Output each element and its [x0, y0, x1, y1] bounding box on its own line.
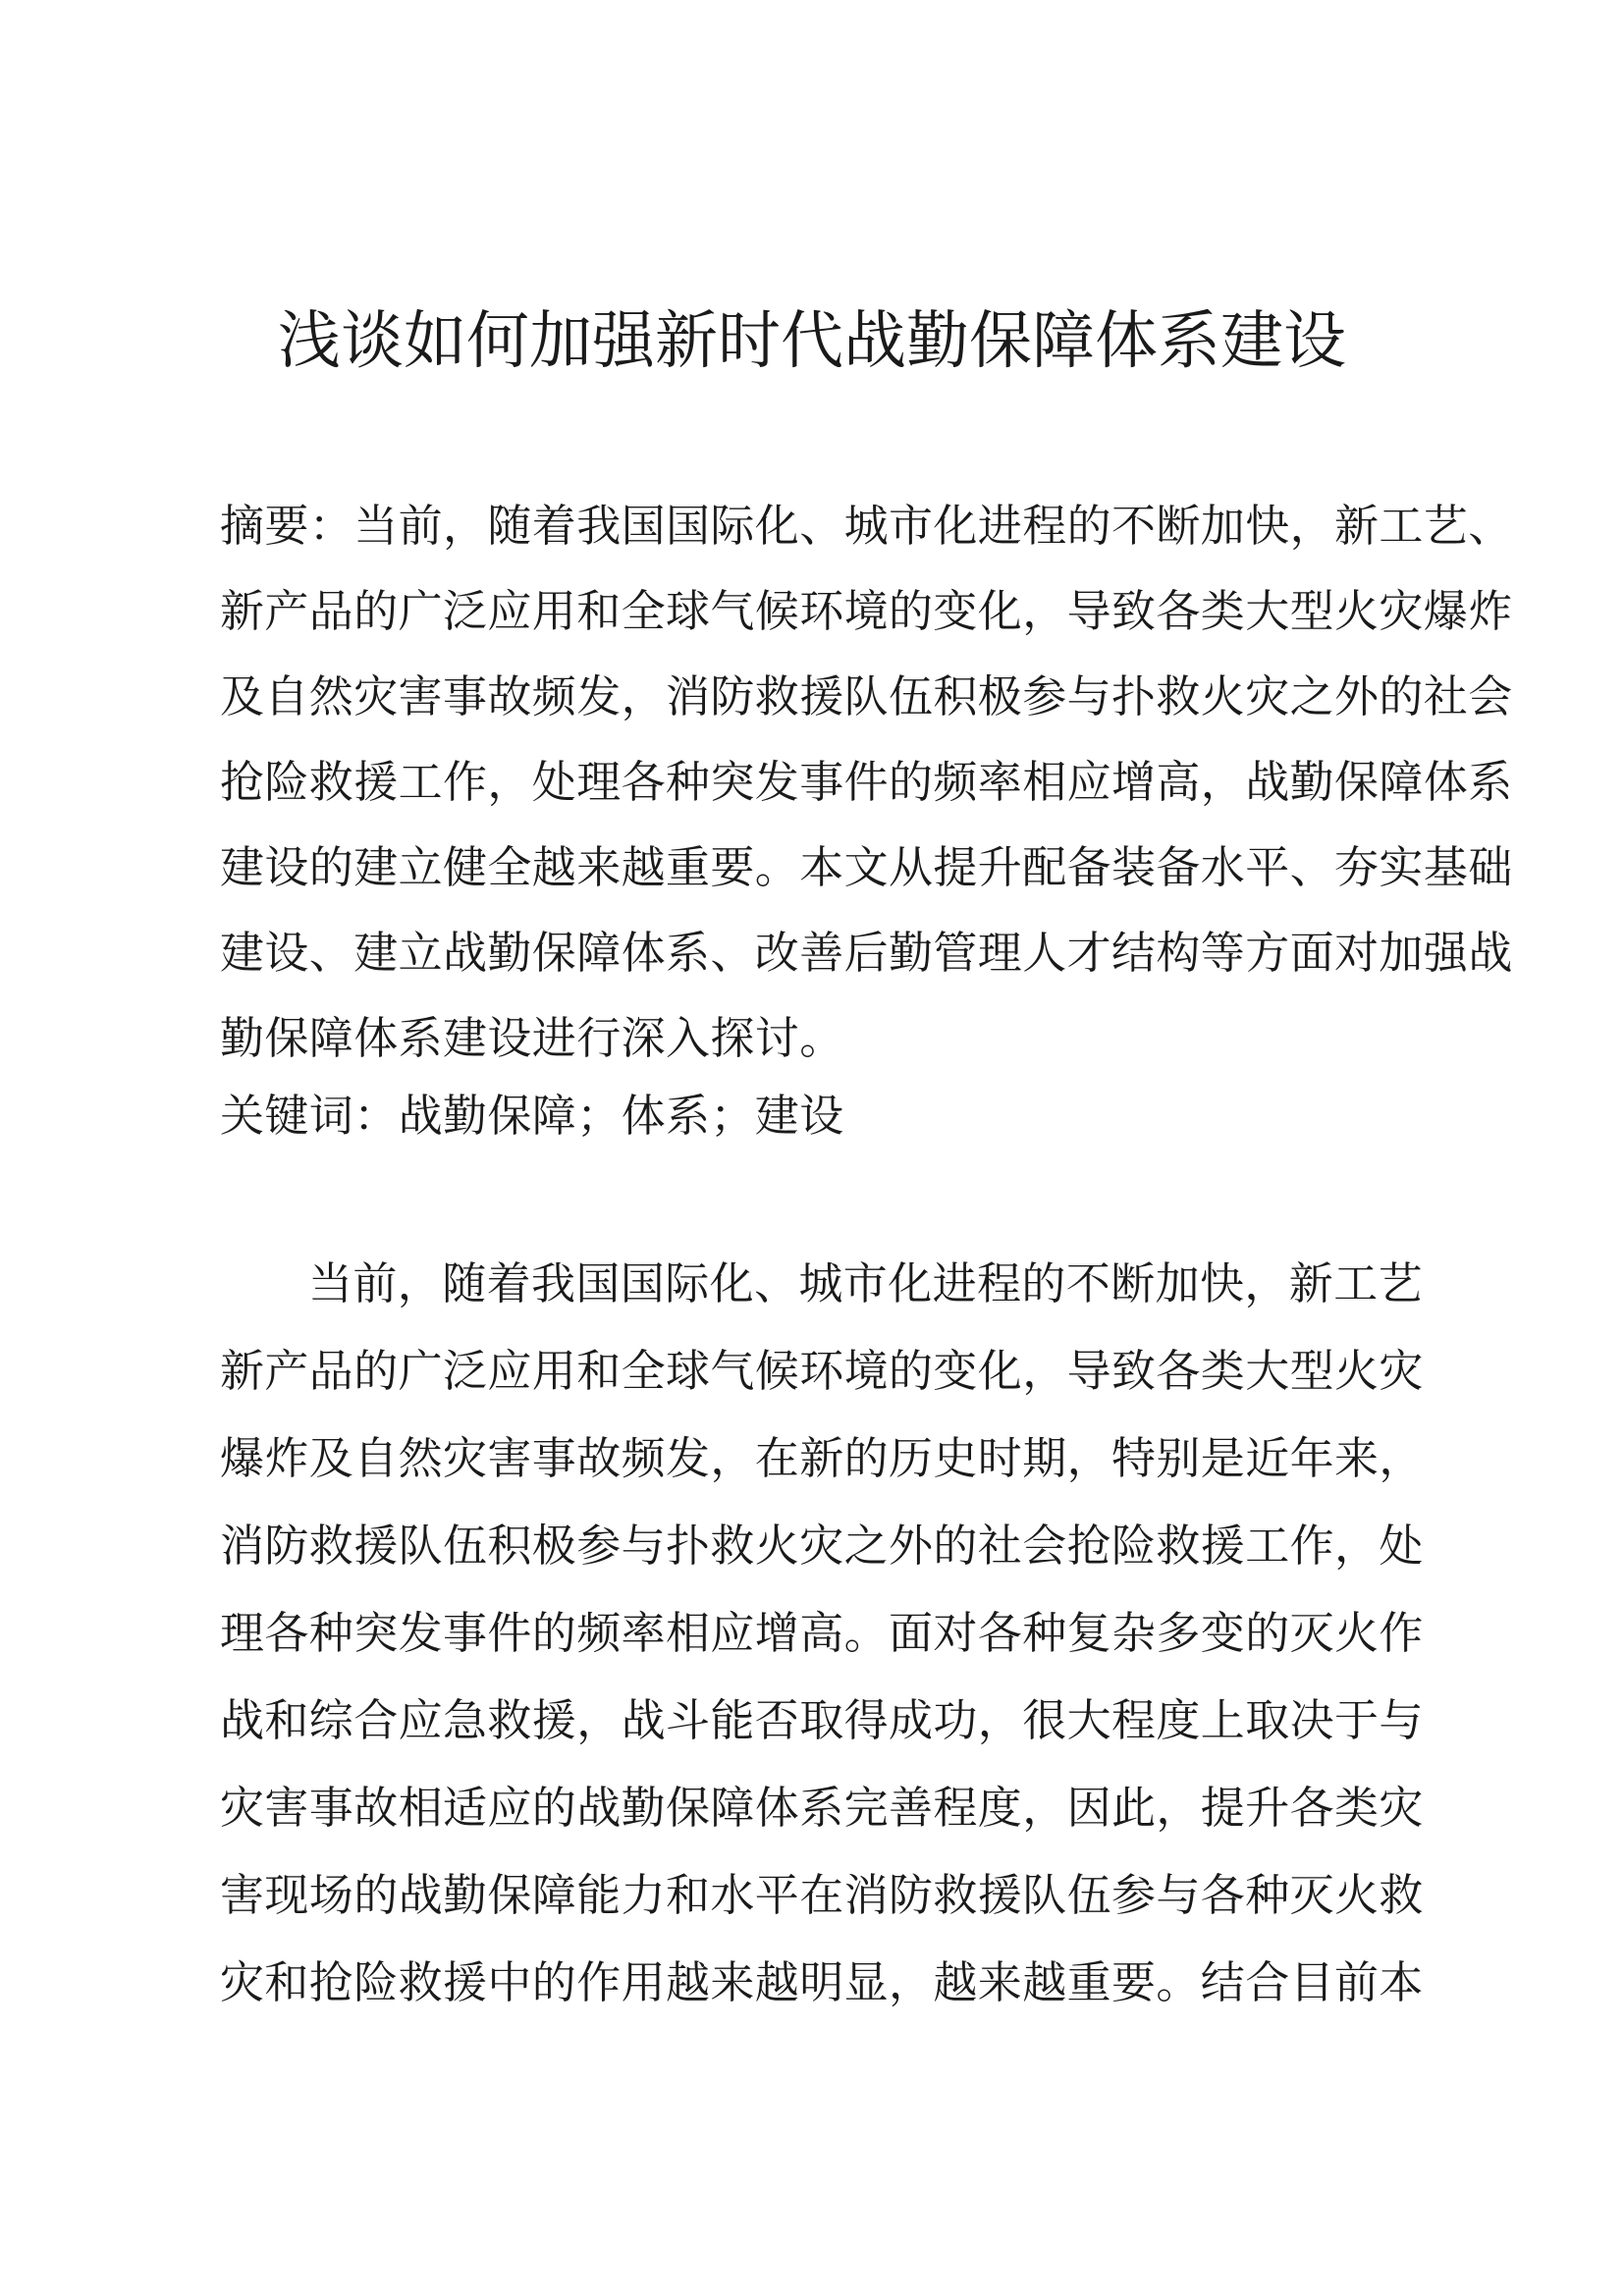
- body-line: 新产品的广泛应用和全球气候环境的变化，导致各类大型火灾: [220, 1345, 1424, 1397]
- body-line: 爆炸及自然灾害事故频发，在新的历史时期，特别是近年来，: [220, 1432, 1424, 1484]
- keywords-line: 关键词：战勤保障；体系；建设: [220, 1090, 844, 1142]
- abstract-line: 建设、建立战勤保障体系、改善后勤管理人才结构等方面对加强战: [220, 927, 1513, 979]
- abstract-line: 及自然灾害事故频发，消防救援队伍积极参与扑救火灾之外的社会: [220, 670, 1513, 722]
- body-line: 理各种突发事件的频率相应增高。面对各种复杂多变的灭火作: [220, 1607, 1424, 1659]
- abstract-section: [220, 483, 1513, 1081]
- page-title: 浅谈如何加强新时代战勤保障体系建设: [278, 305, 1346, 378]
- body-line: 当前，随着我国国际化、城市化进程的不断加快，新工艺: [308, 1257, 1424, 1309]
- body-line: 害现场的战勤保障能力和水平在消防救援队伍参与各种灭火救: [220, 1869, 1424, 1921]
- keywords-section: [220, 1073, 1418, 1158]
- body-paragraph: [220, 1240, 1424, 2026]
- body-line: 战和综合应急救援，战斗能否取得成功，很大程度上取决于与: [220, 1694, 1424, 1746]
- abstract-line: 勤保障体系建设进行深入探讨。: [220, 1012, 844, 1064]
- abstract-line: 新产品的广泛应用和全球气候环境的变化，导致各类大型火灾爆炸: [220, 585, 1513, 637]
- body-line: 灾和抢险救援中的作用越来越明显，越来越重要。结合目前本: [220, 1956, 1424, 2008]
- abstract-line: 建设的建立健全越来越重要。本文从提升配备装备水平、夯实基础: [220, 841, 1513, 893]
- body-line: 灾害事故相适应的战勤保障体系完善程度，因此，提升各类灾: [220, 1782, 1424, 1834]
- abstract-line: 摘要：当前，随着我国国际化、城市化进程的不断加快，新工艺、: [220, 500, 1513, 552]
- body-line: 消防救援队伍积极参与扑救火灾之外的社会抢险救援工作，处: [220, 1520, 1424, 1572]
- abstract-line: 抢险救援工作，处理各种突发事件的频率相应增高，战勤保障体系: [220, 756, 1513, 808]
